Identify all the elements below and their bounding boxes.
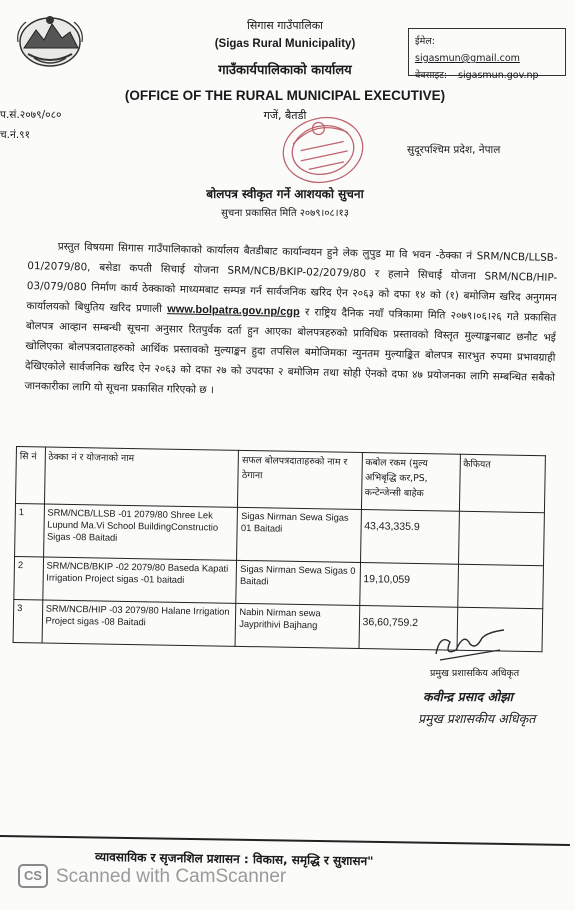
contact-website-row bbox=[415, 67, 559, 84]
header-office-english: (OFFICE OF THE RURAL MUNICIPAL EXECUTIVE) bbox=[124, 88, 446, 103]
office-stamp-icon bbox=[275, 108, 371, 192]
signature-icon bbox=[430, 620, 510, 666]
bolpatra-link[interactable]: www.bolpatra.gov.np/cgp bbox=[167, 303, 300, 319]
signatory-designation: प्रमुख प्रशासकीय अधिकृत bbox=[418, 711, 536, 726]
cell-sn: 1 bbox=[15, 503, 45, 556]
table-row bbox=[15, 503, 545, 565]
col-header-sn: सि नं bbox=[15, 447, 45, 504]
cell-sn: 2 bbox=[14, 556, 43, 599]
cell-project: SRM/NCB/BKIP -02 2079/80 Baseda Kapati Irrigation Project sigas -01 baitadi bbox=[42, 557, 236, 603]
cell-project: SRM/NCB/LLSB -01 2079/80 Shree Lek Lupund Ma.Vi School BuildingConstructio Sigas -08 Baitadi bbox=[43, 504, 238, 560]
letter-number: प.सं.२०७९/०८० bbox=[0, 109, 62, 121]
table-header-row bbox=[15, 447, 545, 513]
signatory-name: कवीन्द्र प्रसाद ओझा bbox=[423, 689, 513, 704]
notice-date: सुचना प्रकासित मिति २०७९।०८।१३ bbox=[221, 208, 349, 219]
col-header-bidder: सफल बोलपत्रदाताहरुको नाम र ठेगाना bbox=[238, 450, 362, 509]
email-link[interactable]: sigasmun@gmail.com bbox=[415, 53, 520, 64]
cell-amount: 43,43,335.9 bbox=[360, 510, 459, 565]
cell-bidder: Sigas Nirman Sewa Sigas 0 Baitadi bbox=[236, 560, 360, 605]
header-nepali-name: सिगास गाउँपालिका bbox=[246, 19, 324, 32]
header-address: गजें, बैतडी bbox=[263, 109, 307, 122]
scanner-watermark: Scanned with CamScanner bbox=[56, 866, 287, 887]
website-link[interactable]: sigasmun.gov.np bbox=[458, 70, 539, 81]
cell-amount: 19,10,059 bbox=[359, 563, 458, 608]
email-label: ईमेल: bbox=[415, 36, 435, 47]
footer-divider bbox=[0, 835, 570, 846]
cell-bidder: Sigas Nirman Sewa Sigas 01 Baitadi bbox=[237, 507, 361, 562]
notice-paragraph bbox=[24, 236, 557, 408]
province-address: सुदूरपश्चिम प्रदेश, नेपाल bbox=[407, 144, 501, 156]
header-english-name: (Sigas Rural Municipality) bbox=[214, 38, 356, 50]
footer-slogan: व्यावसायिक र सृजनशिल प्रशासन : विकास, समृद्धि र सुशासन" bbox=[94, 849, 374, 869]
website-label: वेवसाइट: bbox=[415, 70, 448, 81]
dispatch-number: च.नं.९१ bbox=[0, 129, 31, 141]
notice-body bbox=[24, 236, 557, 408]
signatory-title: प्रमुख प्रशासकिय अधिकृत bbox=[430, 668, 520, 679]
col-header-amount: कबोल रकम (मुल्य अभिबृद्धि कर,PS, कन्टेन्जेन्सी बाहेक bbox=[361, 453, 460, 512]
nepal-emblem-icon bbox=[14, 12, 86, 70]
paragraph-part-1: प्रस्तुत विषयमा सिगास गाउँपालिकाको कार्यालय बैतडीबाट कार्यान्वयन हुने लेक लुपुड मा वि भवन -ठेक्का नं SRM/NCB/LLSB-01/2079/80, बसेडा कपती सिचाई योजना SRM/NCB/BKIP-02/2079/80 र हलाने सिचाई योजना SRM/NCB/HIP-03/079/080 निर्माण कार्य ठेक्काको माध्यमबाट सम्पन्न गर्न सार्वजनिक खरिद ऐन २०६३ को दफा १४ को (१) बमोजिम खरिद अनुगमन कार्यालयको बिधुतिय खरिद प्रणाली bbox=[26, 240, 558, 316]
contact-email-row bbox=[415, 33, 559, 67]
col-header-project: ठेक्का नं र योजनाको नाम bbox=[44, 447, 239, 507]
camscanner-logo-icon: CS bbox=[18, 864, 48, 888]
paragraph-part-2: र राष्ट्रिय दैनिक नयाँ पत्रिकामा मिति २०७९।०६।२६ गते प्रकासित बोलपत्र आव्हान सम्बन्धी सूचना अनुसार रितपुर्वक दर्ता हुन आएका बोलपत्रहरुको प्राविधिक प्रस्तावको विस्तृत मुल्याङ्कनबाट छनौट भई खोलिएका बोलपत्रदाताहरुको आर्थिक प्रस्तावको मुल्याङ्कन हुदा तपसिल बमोजिमका न्युनतम मुल्याङ्कित बोलपत्र सारभुत रुपमा प्रभावग्राही देखिएकोले सार्वजनिक खरिद ऐन २०६३ को दफा २७ को उपदफा २ बमोजिम तथा सोही ऐनको दफा ४७ प्रयोजनका लागि सम्बन्धित सबैको जानकारीका लागि यो सूचना प्रकासित गरिएको छ । bbox=[24, 306, 557, 397]
notice-title: बोलपत्र स्वीकृत गर्ने आशयको सुचना bbox=[206, 187, 364, 201]
cell-remarks bbox=[458, 511, 544, 565]
header-office-nepali: गाउँकार्यपालिकाको कार्यालय bbox=[218, 63, 352, 78]
cell-sn: 3 bbox=[13, 599, 42, 642]
col-header-remarks: कैफियत bbox=[459, 454, 545, 512]
cell-bidder: Nabin Nirman sewa Jayprithivi Bajhang bbox=[235, 603, 359, 648]
cell-remarks bbox=[457, 564, 543, 608]
cell-project: SRM/NCB/HIP -03 2079/80 Halane Irrigation Project sigas -08 Baitadi bbox=[42, 600, 236, 646]
contact-box bbox=[408, 28, 566, 81]
cell-amount: 36,60,759.2 bbox=[359, 606, 458, 651]
